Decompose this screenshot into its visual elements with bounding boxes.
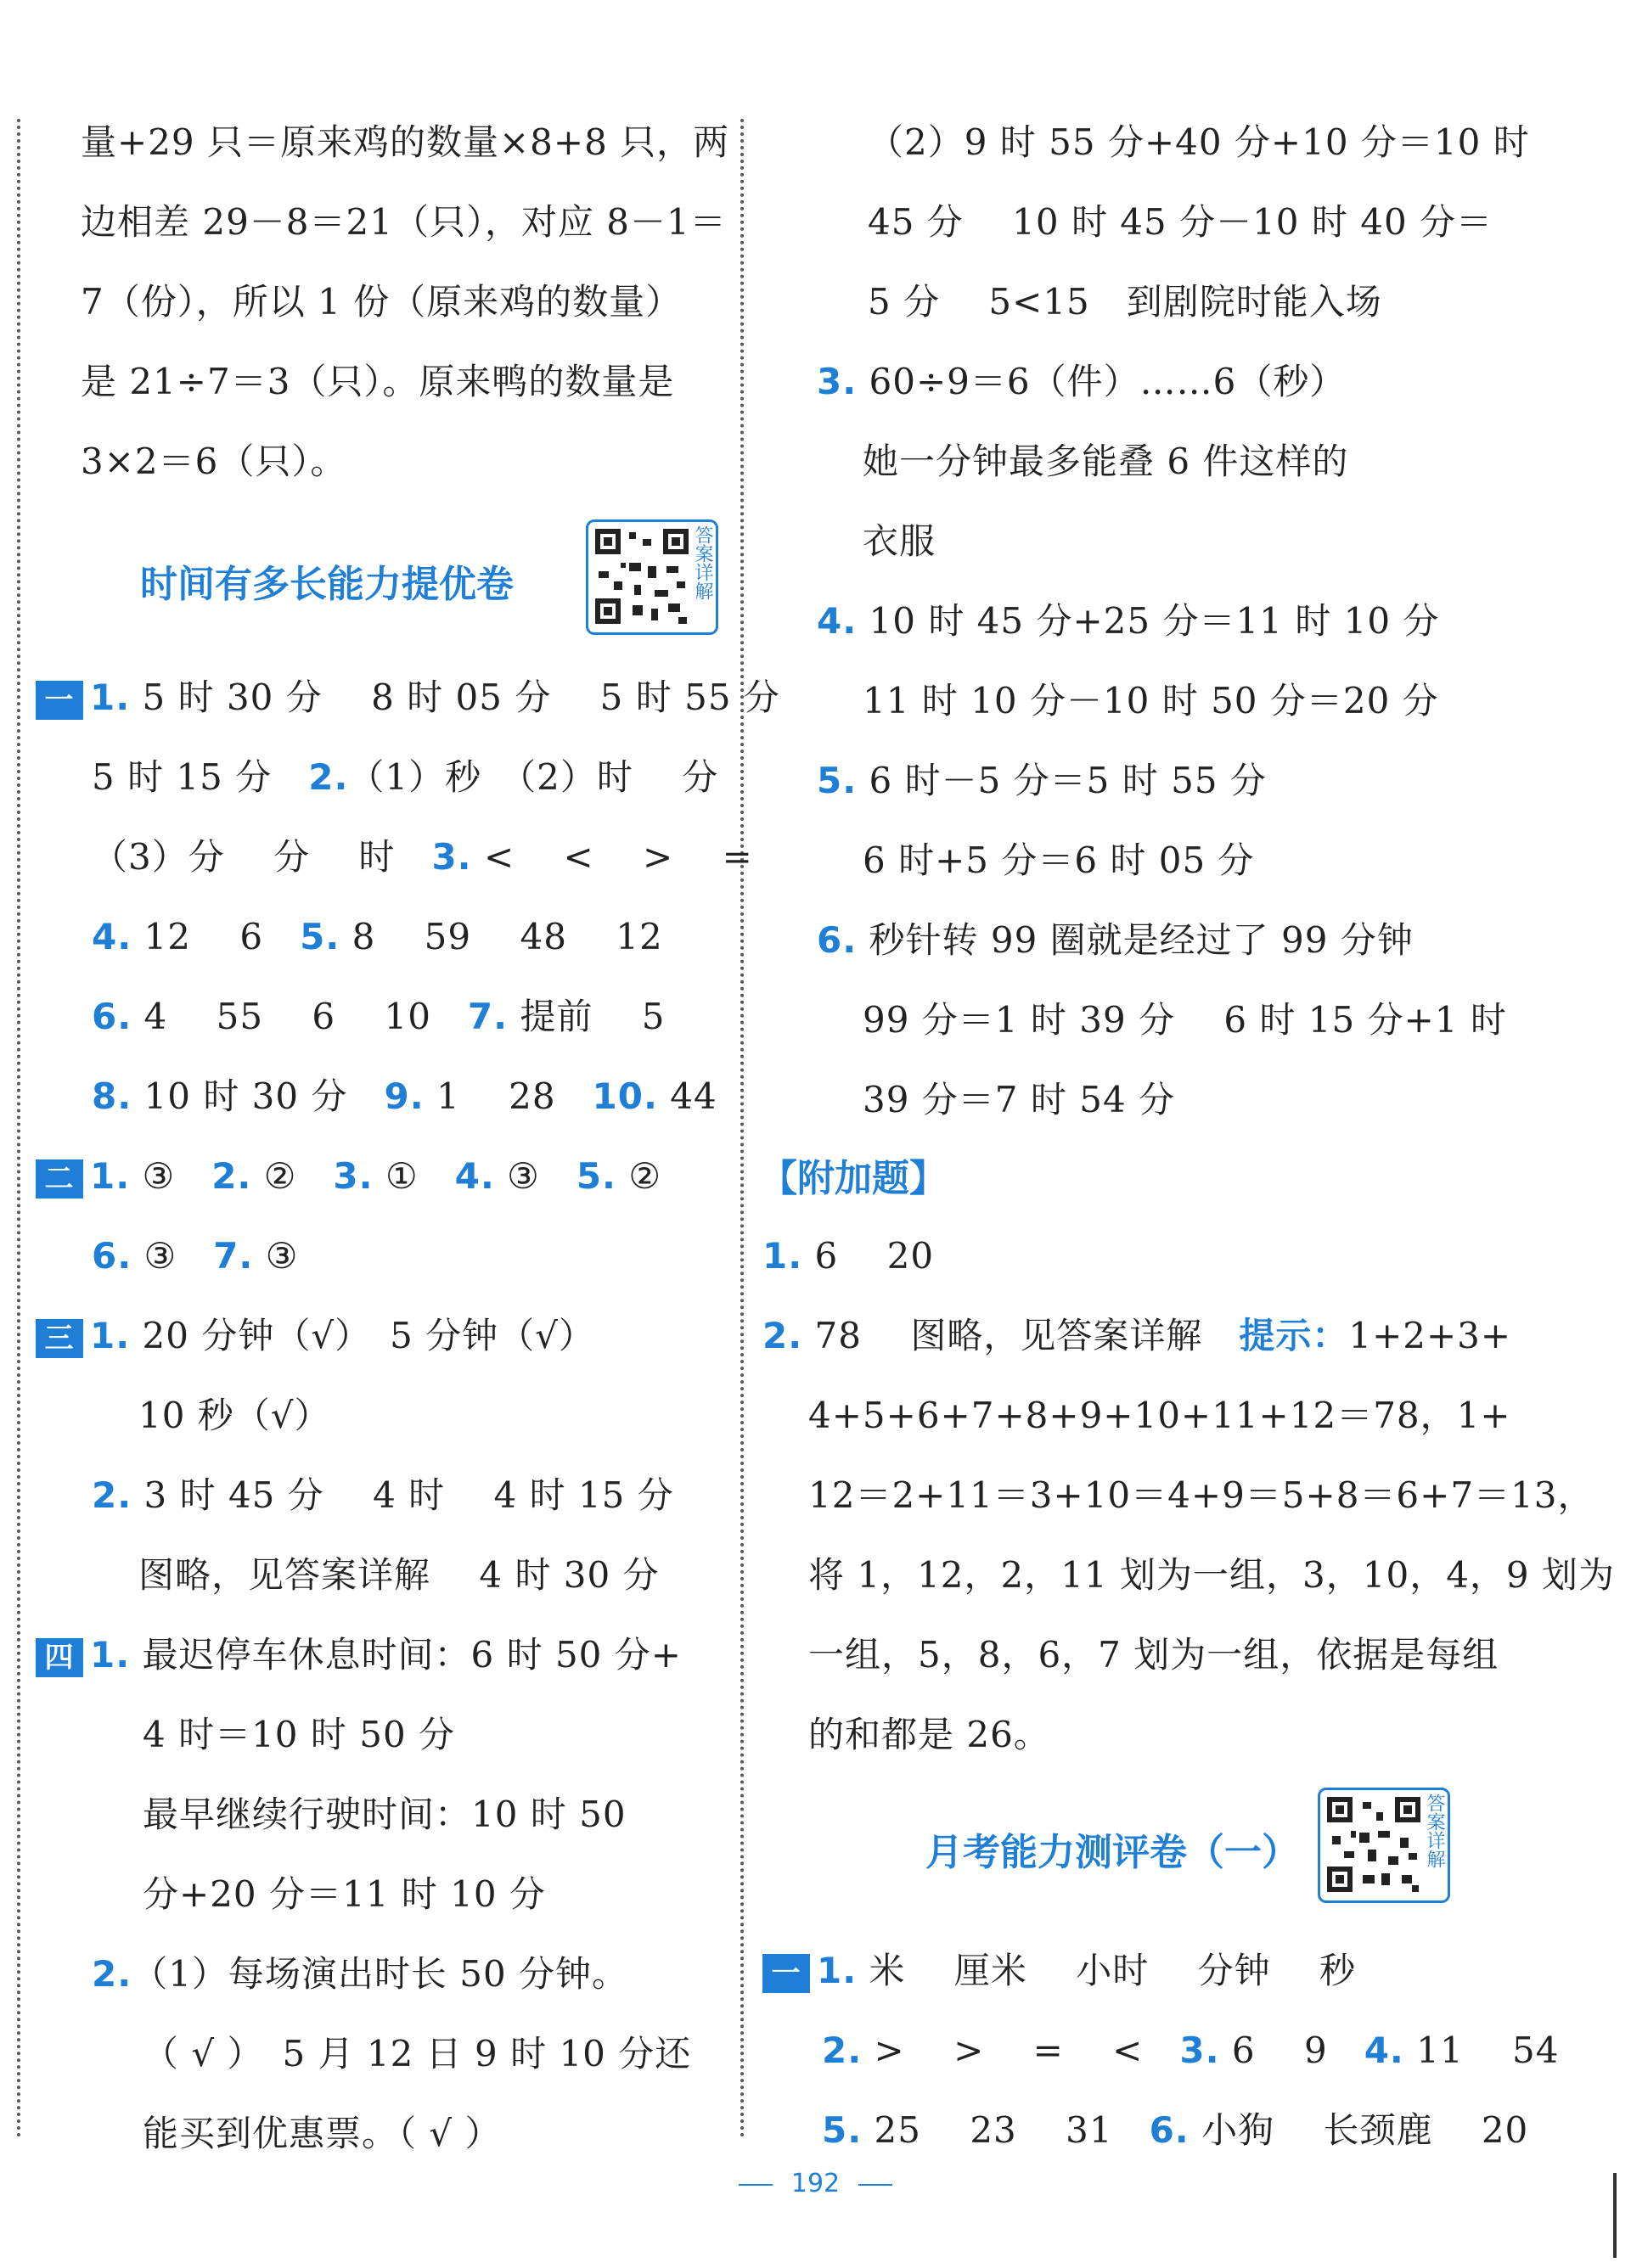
- question-number: 9.: [384, 1075, 425, 1117]
- question-number: 4.: [1364, 2029, 1404, 2071]
- qr-code-answer[interactable]: [586, 519, 718, 635]
- section1-line5: [92, 991, 666, 1042]
- question-number: 5.: [576, 1155, 616, 1197]
- text-line: 是 21÷7＝3（只）。原来鸭的数量是: [81, 361, 675, 402]
- extra-questions-title: 【附加题】: [760, 1157, 947, 1200]
- hint-label: 提示：: [1239, 1315, 1349, 1356]
- question-number: 5.: [817, 760, 858, 801]
- text-line: 39 分＝7 时 54 分: [863, 1079, 1176, 1120]
- answer-text: 3 时 45 分 4 时 4 时 15 分: [132, 1474, 674, 1516]
- text-line: 5 分 5<15 到剧院时能入场: [868, 281, 1382, 323]
- page-number: 192: [790, 2169, 841, 2198]
- text-line: 99 分＝1 时 39 分 6 时 15 分+1 时: [863, 999, 1507, 1041]
- section3-line1: [36, 1311, 595, 1361]
- section1-line4: [92, 912, 663, 963]
- question-number: 2.: [762, 1315, 803, 1356]
- page-edge-mark: [1613, 2173, 1617, 2258]
- text-line: 衣服: [863, 520, 936, 562]
- question-number: 6.: [92, 1235, 132, 1277]
- text-line: （2）9 时 55 分+40 分+10 分＝10 时: [868, 121, 1530, 163]
- section2-line1: [36, 1151, 661, 1202]
- answer-text: 1+2+3+: [1348, 1315, 1512, 1356]
- answer-text: 米 厘米 小时 分钟 秒: [857, 1950, 1356, 1991]
- extra-q2: [762, 1311, 1511, 1361]
- section4-line3: 最早继续行驶时间：10 时 50: [143, 1794, 627, 1835]
- qr-code-icon: [595, 529, 689, 624]
- section-badge: 一: [762, 1954, 810, 1993]
- answer-text: ②: [251, 1155, 334, 1197]
- answer-text: 提前 5: [508, 996, 666, 1037]
- answer-text: ①: [373, 1155, 455, 1197]
- section-title-monthly-test: 月考能力测评卷（一）: [925, 1831, 1299, 1874]
- question-number: 3.: [431, 836, 472, 878]
- question-number: 2.: [92, 1953, 132, 1995]
- answer-text: 6 20: [802, 1235, 935, 1277]
- text-line: 将 1，12，2，11 划为一组，3，10，4，9 划为: [808, 1554, 1615, 1596]
- text-line: 12＝2+11＝3+10＝4+9＝5+8＝6+7＝13，: [808, 1474, 1594, 1516]
- extra-q1: [762, 1231, 934, 1282]
- question-number: 6.: [817, 919, 858, 961]
- text-line: 4+5+6+7+8+9+10+11+12＝78，1+: [808, 1395, 1511, 1436]
- question-number: 10.: [592, 1075, 658, 1117]
- answer-text: ③: [494, 1155, 576, 1197]
- answer-text: 小狗 长颈鹿 20: [1189, 2109, 1529, 2151]
- footer-rule: [858, 2184, 892, 2186]
- answer-text: 78 图略，见答案详解: [802, 1315, 1240, 1356]
- answer-text: （1）秒 （2）时 分: [348, 756, 719, 798]
- q5-line: [817, 755, 1267, 806]
- text-line: 她一分钟最多能叠 6 件这样的: [863, 441, 1349, 482]
- question-number: 1.: [90, 1634, 131, 1676]
- answer-text: 25 23 31: [862, 2109, 1150, 2151]
- question-number: 2.: [92, 1474, 132, 1516]
- text-line: 11 时 10 分－10 时 50 分＝20 分: [863, 680, 1439, 721]
- question-number: 8.: [92, 1075, 132, 1117]
- question-number: 1.: [90, 1315, 131, 1356]
- answer-text: 12 6: [132, 916, 301, 957]
- answer-text: 5 时 30 分 8 时 05 分 5 时 55 分: [130, 676, 780, 718]
- question-number: 1.: [762, 1235, 803, 1277]
- text-line: 量+29 只＝原来鸡的数量×8+8 只，两: [81, 121, 730, 163]
- section-badge: 一: [36, 681, 83, 720]
- text-line: 3×2＝6（只）。: [81, 441, 347, 482]
- section4-line6: （ √ ） 5 月 12 日 9 时 10 分还: [143, 2033, 692, 2074]
- question-number: 2.: [308, 756, 349, 798]
- qr-code-icon: [1327, 1797, 1420, 1892]
- question-number: 1.: [90, 1155, 131, 1197]
- answer-text: 8 59 48 12: [340, 916, 663, 957]
- answer-text: ②: [616, 1155, 662, 1197]
- answer-text: （3）分 分 时: [92, 836, 432, 878]
- answer-text: ③: [130, 1155, 212, 1197]
- section3-line2: 10 秒（√）: [138, 1395, 331, 1436]
- question-number: 3.: [817, 361, 858, 402]
- monthly-line2: [822, 2025, 1559, 2076]
- answer-text: ③: [132, 1235, 214, 1277]
- section3-line3: [92, 1470, 674, 1521]
- question-number: 4.: [817, 600, 858, 642]
- section2-line2: [92, 1231, 298, 1282]
- answer-text: 11 54: [1403, 2029, 1560, 2071]
- answer-text: 6 9: [1219, 2029, 1364, 2071]
- answer-text: 20 分钟（√） 5 分钟（√）: [130, 1315, 595, 1356]
- page-footer: [0, 2169, 1631, 2198]
- section1-q1: [36, 672, 780, 723]
- footer-rule: [739, 2184, 773, 2186]
- q3-line: [817, 356, 1346, 407]
- section-badge: 二: [36, 1159, 83, 1199]
- section4-line2: 4 时＝10 时 50 分: [143, 1714, 456, 1755]
- question-number: 3.: [1179, 2029, 1220, 2071]
- q4-line: [817, 596, 1439, 647]
- text-line: 7（份），所以 1 份（原来鸡的数量）: [81, 281, 683, 323]
- answer-text: 4 55 6 10: [132, 996, 468, 1037]
- section1-line3: [92, 832, 753, 883]
- answer-text: 1 28: [424, 1075, 593, 1117]
- text-line: 45 分 10 时 45 分－10 时 40 分＝: [868, 201, 1493, 243]
- section1-line2: [92, 752, 718, 803]
- question-number: 1.: [817, 1950, 858, 1991]
- question-number: 4.: [92, 916, 132, 957]
- question-number: 4.: [454, 1155, 495, 1197]
- left-margin-divider: [17, 119, 20, 2139]
- question-number: 6.: [92, 996, 132, 1037]
- answer-text: < < > =: [471, 836, 753, 878]
- question-number: 7.: [213, 1235, 254, 1277]
- question-number: 3.: [333, 1155, 374, 1197]
- answer-text: 44: [657, 1075, 717, 1117]
- question-number: 1.: [90, 676, 131, 718]
- answer-text: 10 时 30 分: [132, 1075, 385, 1117]
- answer-text: （1）每场演出时长 50 分钟。: [132, 1953, 629, 1995]
- text-line: 的和都是 26。: [808, 1714, 1050, 1755]
- section4-line7: 能买到优惠票。（ √ ）: [143, 2113, 502, 2154]
- text-line: 一组，5，8，6，7 划为一组，依据是每组: [808, 1634, 1499, 1676]
- answer-text: 6 时－5 分＝5 时 55 分: [857, 760, 1267, 801]
- monthly-line3: [822, 2105, 1528, 2156]
- answer-text: > > = <: [862, 2029, 1180, 2071]
- section-badge: 三: [36, 1319, 83, 1358]
- question-number: 6.: [1149, 2109, 1190, 2151]
- text-line: 边相差 29－8＝21（只），对应 8－1＝: [81, 201, 727, 243]
- answer-text: 10 时 45 分+25 分＝11 时 10 分: [857, 600, 1440, 642]
- q6-line: [817, 915, 1414, 966]
- question-number: 5.: [822, 2109, 863, 2151]
- question-number: 2.: [822, 2029, 863, 2071]
- answer-text: 5 时 15 分: [92, 756, 309, 798]
- section4-line1: [36, 1630, 682, 1681]
- answer-text: 60÷9＝6（件）……6（秒）: [857, 361, 1347, 402]
- section3-line4: 图略，见答案详解 4 时 30 分: [138, 1554, 660, 1596]
- section4-line4: 分+20 分＝11 时 10 分: [143, 1873, 546, 1915]
- section1-line6: [92, 1071, 717, 1122]
- answer-text: ③: [253, 1235, 299, 1277]
- column-divider: [740, 119, 744, 2139]
- section-badge: 四: [36, 1638, 83, 1677]
- section4-line5: [92, 1949, 628, 2000]
- qr-label: 答案详解: [692, 525, 713, 600]
- qr-label: 答案详解: [1424, 1794, 1445, 1868]
- question-number: 7.: [467, 996, 509, 1037]
- monthly-line1: [762, 1945, 1356, 1996]
- question-number: 5.: [300, 916, 340, 957]
- qr-code-answer[interactable]: [1318, 1788, 1450, 1903]
- text-line: 6 时+5 分＝6 时 05 分: [863, 839, 1255, 881]
- section-title-time-length: 时间有多长能力提优卷: [140, 563, 514, 606]
- answer-text: 最迟停车休息时间：6 时 50 分+: [130, 1634, 682, 1676]
- question-number: 2.: [211, 1155, 252, 1197]
- answer-text: 秒针转 99 圈就是经过了 99 分钟: [857, 919, 1414, 961]
